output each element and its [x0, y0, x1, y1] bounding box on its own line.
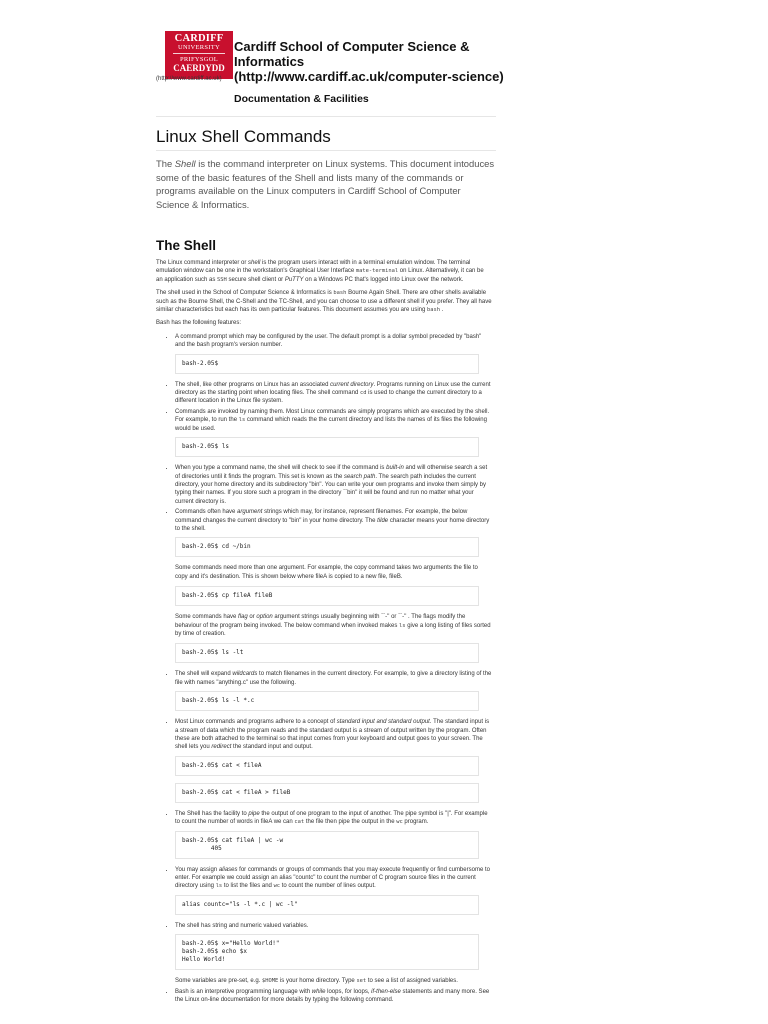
list-item [175, 408, 492, 457]
p1-text: is the program users interact with in a terminal emulation window. The terminal emulation window can be one in the workstation's Graphical User Interface [156, 260, 471, 275]
code-block: bash-2.05$ cat < fileA [175, 756, 479, 776]
item-em: flag [238, 614, 248, 621]
section-body [156, 259, 492, 1006]
list-item [175, 988, 492, 1005]
item-text: loops, [351, 988, 372, 995]
inline-code: cat [294, 819, 305, 826]
p1-text: on Linux. Alternatively, it can be an application such as [156, 268, 484, 283]
item-em: tilde [377, 517, 389, 524]
item-text: loops, [325, 988, 345, 995]
p2-text: . [440, 307, 444, 314]
item-text: The Shell has the facility to [175, 810, 249, 817]
item-text: the output of one program to the input of another. The pipe symbol is "|". For example to count the number of words in fileA we can [175, 810, 488, 826]
list-item [175, 866, 492, 915]
item-text: to match filenames in the current directory. For example, to give a directory listing of the file with names "anything.c" use the following. [175, 671, 492, 686]
item-em: wildcards [232, 671, 258, 678]
inline-code: bash [427, 307, 440, 314]
logo-line-1: CARDIFF [174, 33, 224, 44]
code-block: bash-2.05$ ls [175, 437, 479, 457]
inline-code: set [356, 978, 367, 985]
list-item [175, 508, 492, 663]
code-block: bash-2.05$ ls -l *.c [175, 691, 479, 711]
code-block: bash-2.05$ cp fileA fileB [175, 586, 479, 606]
p1-em: PuTTY [284, 276, 304, 283]
item-text: The shell has string and numeric valued variables. [175, 922, 309, 929]
intro-emphasis: Shell [174, 158, 196, 169]
inline-code: ls [238, 417, 246, 424]
item-text: Bash is an interpretive programming language with [175, 988, 312, 995]
p1-text: secure shell client or [226, 276, 285, 283]
intro-text-a: The [156, 158, 175, 169]
inline-code: SSH [217, 276, 227, 283]
code-block: bash-2.05$ cat fileA | wc -w 405 [175, 831, 479, 859]
item-text: command which reads the the current directory and lists the names of its files the following would be used. [175, 417, 487, 432]
logo-line-2: UNIVERSITY [178, 44, 220, 51]
p1-text: The Linux command interpreter or [156, 260, 249, 266]
documentation-link[interactable]: Documentation & Facilities [234, 93, 369, 105]
logo-url-text[interactable]: (http://www.cardiff.ac.uk) [156, 76, 222, 82]
item-text: give a long listing of files sorted by time of creation. [175, 622, 491, 637]
code-block: bash-2.05$ x="Hello World!" bash-2.05$ echo $x Hello World! [175, 934, 479, 970]
item-text: . Programs running on Linux use the current directory as the starting point when locating files. The shell command [175, 381, 491, 397]
item-em: pipe [248, 810, 260, 817]
item-text: is used to change the current directory to a different location in the Linux file system. [175, 390, 482, 405]
item-text: argument strings usually beginning with ``-'' or ``-'' . The flags modify the behaviour of the program being invoked. The below command when invoked makes [175, 614, 466, 629]
item-text: . The search path includes the current directory, your home directory and its subdirectory "bin". You can write your own programs and invoke them simply by typing their names. If you store such a program in the directory ``bin'' it will be found and run no matter what your current directory is. [175, 473, 486, 505]
item-text: Some commands have [175, 614, 239, 621]
item-text: You may assign [175, 866, 219, 873]
item-paragraph: Some commands need more than one argument. For example, the copy command takes two arguments the file to copy and it's destination. This is shown below where fileA is copied to a new file, fileB. [175, 565, 478, 580]
site-title-link[interactable]: Cardiff School of Computer Science & Informatics (http://www.cardiff.ac.uk/computer-science) [234, 39, 504, 84]
item-text: Some variables are pre-set, e.g. [175, 978, 263, 985]
code-block: bash-2.05$ ls -lt [175, 643, 479, 663]
item-text: Commands often have [175, 509, 238, 516]
list-item [175, 922, 492, 986]
item-em: redirect [211, 744, 232, 751]
logo-line-4: CAERDYDD [173, 63, 225, 73]
item-paragraph [175, 977, 492, 985]
item-text: to list the files and [222, 883, 274, 890]
p2-text: The shell used in the School of Computer Science & Informatics is [156, 290, 334, 297]
inline-code: wc [273, 883, 281, 890]
item-text: the file then pipe the output in the [304, 819, 397, 826]
p1-text: on a Windows PC that's logged into Linux over the network. [303, 276, 464, 283]
inline-code: $HOME [262, 978, 279, 985]
feature-list [156, 333, 492, 1005]
item-text: A command prompt which may be configured by the user. The default prompt is a dollar symbol preceded by "bash" and the bash program's version number. [175, 333, 482, 349]
list-item [175, 333, 492, 374]
logo-line-3: PRIFYSGOL [179, 56, 219, 63]
site-header [156, 0, 504, 120]
code-block: bash-2.05$ cat < fileA > fileB [175, 783, 479, 803]
intro-paragraph [156, 157, 496, 211]
item-text: character means your home directory to the shell. [175, 517, 490, 532]
inline-code: cd [359, 390, 367, 397]
item-em: search path [343, 473, 376, 480]
item-em: while [311, 988, 326, 995]
item-text: is your home directory. Type [278, 978, 357, 985]
p1-em: shell [248, 260, 261, 266]
item-em: standard input and standard output [336, 719, 430, 726]
item-text: The shell will expand [175, 671, 233, 678]
item-text: The shell, like other programs on Linux has an associated [175, 381, 331, 388]
item-em: built-in [386, 465, 404, 472]
item-em: current directory [330, 381, 374, 388]
item-paragraph [175, 613, 492, 638]
paragraph-1 [156, 259, 492, 284]
item-text: to count the number of lines output. [280, 883, 376, 890]
list-item [175, 810, 492, 859]
title-divider [156, 150, 496, 151]
logo-divider [173, 53, 225, 54]
item-text: When you type a command name, the shell will check to see if the command is [175, 465, 387, 472]
item-text: strings which may, for instance, represent filenames. For example, the below command changes the current directory to "bin" in your home directory. The [175, 509, 468, 524]
section-heading: The Shell [156, 238, 217, 253]
item-text: for commands or groups of commands that you may execute frequently or find cumbersome to enter. For example we could assign an alias "countc" to count the number of C program source files in the current directory using [175, 866, 490, 890]
inline-code: bash [333, 290, 347, 297]
page-title: Linux Shell Commands [156, 127, 331, 146]
paragraph-2 [156, 289, 492, 314]
inline-code: mate-terminal [355, 268, 399, 275]
inline-code: wc [396, 819, 403, 826]
item-text: Most Linux commands and programs adhere to a concept of [175, 719, 337, 726]
code-block: bash-2.05$ cd ~/bin [175, 537, 479, 557]
item-em: argument [237, 509, 263, 516]
paragraph-3: Bash has the following features: [156, 320, 242, 327]
item-em: option [256, 614, 273, 621]
inline-code: ls [399, 622, 406, 629]
list-item [175, 670, 492, 711]
intro-text-b: is the command interpreter on Linux systems. This document intoduces some of the basic features of the Shell and lists many of the commands or programs available on the Linux computers in Cardiff School of Computer Science & Informatics. [156, 158, 495, 210]
code-block: alias countc="ls -l *.c | wc -l" [175, 895, 479, 915]
p2-text: Bourne Again Shell. There are other shells available such as the Bourne Shell, the C-Shell and the TC-Shell, and you can choose to use a different shell if you prefer. They all have similar characteristics but each has its own particular features. This document assumes you are using [156, 290, 492, 314]
item-text: program. [402, 819, 429, 826]
list-item [175, 718, 492, 803]
item-text: . The standard input is a stream of data which the program reads and the standard output is a stream of output written by the program. Often these are both attached to the terminal so that input comes from your keyboard and output goes to your screen. The shell lets you [175, 719, 490, 751]
header-divider [156, 116, 496, 117]
list-item [175, 464, 492, 506]
list-item [175, 381, 492, 406]
item-text: or [247, 614, 257, 621]
item-em: aliases [218, 866, 238, 873]
code-block: bash-2.05$ [175, 354, 479, 374]
inline-code: ls [215, 883, 223, 890]
item-text: Commands are invoked by naming them. Most Linux commands are simply programs which are executed by the shell. For example, to run the [175, 408, 490, 424]
item-em: for [344, 988, 352, 995]
item-text: and will otherwise search a set of directories until it finds the program. This set is known as the [175, 465, 488, 480]
university-logo[interactable] [165, 31, 233, 79]
item-text: the standard input and output. [231, 744, 313, 751]
item-em: if-then-else [371, 988, 401, 995]
item-text: to see a list of assigned variables. [366, 978, 458, 985]
item-text: statements and many more. See the Linux on-line documentation for more details by typing the following command. [175, 988, 490, 1004]
